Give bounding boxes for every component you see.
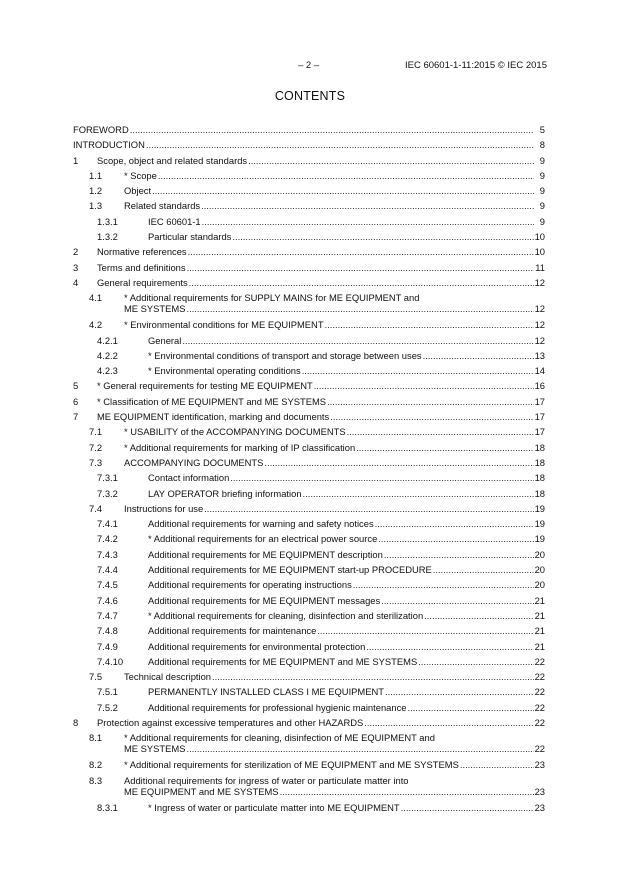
toc-entry-title: ME EQUIPMENT and ME SYSTEMS bbox=[124, 785, 279, 797]
toc-entry-title: * Additional requirements for marking of IP classification bbox=[124, 441, 356, 453]
dot-leader bbox=[385, 686, 534, 697]
toc-entry-title: Additional requirements for warning and safety notices bbox=[148, 518, 374, 530]
dot-leader bbox=[264, 457, 533, 468]
toc-entry[interactable] bbox=[73, 457, 545, 472]
toc-entry-title: Additional requirements for operating instructions bbox=[148, 579, 352, 591]
toc-entry-page: 21 bbox=[534, 609, 545, 621]
toc-entry[interactable] bbox=[73, 549, 545, 564]
toc-entry-title: Scope, object and related standards bbox=[97, 154, 248, 166]
toc-entry[interactable] bbox=[73, 411, 545, 426]
dot-leader bbox=[158, 170, 534, 181]
toc-entry-number: 7.4.9 bbox=[97, 640, 118, 652]
toc-entry-number: 7.2 bbox=[89, 441, 103, 453]
toc-entry[interactable] bbox=[73, 472, 545, 487]
toc-entry-page: 20 bbox=[534, 564, 545, 576]
toc-entry-number: 7.4.4 bbox=[97, 564, 118, 576]
toc-entry[interactable] bbox=[73, 335, 545, 350]
toc-entry-page: 20 bbox=[534, 548, 545, 560]
dot-leader bbox=[230, 472, 533, 483]
toc-entry-number: 8 bbox=[73, 716, 79, 728]
toc-entry-number: 7.4.3 bbox=[97, 548, 118, 560]
toc-entry-number: 3 bbox=[73, 261, 79, 273]
toc-entry-number: 1.2 bbox=[89, 185, 103, 197]
toc-entry-page: 14 bbox=[534, 365, 545, 377]
toc-entry-title: INTRODUCTION bbox=[73, 139, 145, 151]
toc-entry-title: Additional requirements for environmental protection bbox=[148, 640, 366, 652]
toc-entry-page: 12 bbox=[534, 319, 545, 331]
toc-entry-page: 16 bbox=[534, 380, 545, 392]
toc-entry-title: ACCOMPANYING DOCUMENTS bbox=[124, 456, 264, 468]
dot-leader bbox=[356, 442, 533, 453]
dot-leader bbox=[366, 641, 533, 652]
toc-entry[interactable] bbox=[73, 246, 545, 261]
toc-entry-title: Normative references bbox=[97, 246, 187, 258]
toc-entry-number: 1 bbox=[73, 154, 79, 166]
toc-entry-number: 4.2 bbox=[89, 319, 103, 331]
toc-entry-title: Particular standards bbox=[148, 231, 232, 243]
toc-entry-title: Additional requirements for ingress of water or particulate matter into bbox=[124, 774, 409, 786]
toc-entry-number: 4.2.3 bbox=[97, 365, 118, 377]
toc-entry-page: 18 bbox=[534, 472, 545, 484]
page-number: – 2 – bbox=[298, 60, 320, 71]
toc-entry-title: Additional requirements for ME EQUIPMENT messages bbox=[148, 594, 381, 606]
toc-entry[interactable] bbox=[73, 717, 545, 732]
dot-leader bbox=[424, 610, 533, 621]
toc-entry-title: * General requirements for testing ME EQUIPMENT bbox=[97, 380, 313, 392]
toc-entry-title: Terms and definitions bbox=[97, 261, 186, 273]
toc-entry-number: 7.4.1 bbox=[97, 518, 118, 530]
toc-entry-title: Additional requirements for maintenance bbox=[148, 625, 317, 637]
toc-entry-title: * Additional requirements for an electrical power source bbox=[148, 533, 378, 545]
toc-entry-page: 12 bbox=[534, 303, 545, 315]
toc-entry-number: 4.2.1 bbox=[97, 334, 118, 346]
toc-entry[interactable] bbox=[73, 155, 545, 170]
dot-leader bbox=[381, 595, 533, 606]
toc-entry-number: 7.4 bbox=[89, 502, 103, 514]
toc-entry-page: 22 bbox=[534, 743, 545, 755]
toc-entry[interactable] bbox=[73, 277, 545, 292]
dot-leader bbox=[202, 216, 534, 227]
toc-entry-title: IEC 60601-1 bbox=[148, 215, 201, 227]
toc-entry-number: 4 bbox=[73, 276, 79, 288]
toc-entry-title: Additional requirements for ME EQUIPMENT description bbox=[148, 548, 383, 560]
dot-leader bbox=[146, 139, 534, 150]
toc-entry[interactable] bbox=[73, 518, 545, 533]
dot-leader bbox=[152, 185, 534, 196]
dot-leader bbox=[303, 488, 534, 499]
toc-entry-number: 7.5.1 bbox=[97, 686, 118, 698]
toc-entry-title: Instructions for use bbox=[124, 502, 204, 514]
toc-entry[interactable] bbox=[73, 380, 545, 395]
toc-entry-page: 17 bbox=[534, 395, 545, 407]
toc-entry-title: General bbox=[148, 334, 182, 346]
toc-entry-title: * Classification of ME EQUIPMENT and ME SYSTEMS bbox=[97, 395, 327, 407]
toc-entry-number: 7.4.6 bbox=[97, 594, 118, 606]
toc-entry-title: * USABILITY of the ACCOMPANYING DOCUMENTS bbox=[124, 426, 346, 438]
toc-entry-page: 22 bbox=[534, 655, 545, 667]
page-title: CONTENTS bbox=[274, 89, 346, 103]
dot-leader bbox=[188, 246, 534, 257]
toc-entry[interactable] bbox=[73, 170, 545, 185]
dot-leader bbox=[353, 579, 534, 590]
toc-entry-number: 1.1 bbox=[89, 169, 103, 181]
toc-entry-number: 2 bbox=[73, 246, 79, 258]
toc-entry-number: 7.3.1 bbox=[97, 472, 118, 484]
toc-entry-number: 7.4.5 bbox=[97, 579, 118, 591]
dot-leader bbox=[201, 200, 534, 211]
toc-entry-page: 21 bbox=[534, 625, 545, 637]
dot-leader bbox=[375, 518, 534, 529]
toc-entry[interactable] bbox=[73, 564, 545, 579]
toc-entry-page: 10 bbox=[534, 246, 545, 258]
toc-entry-page: 9 bbox=[539, 185, 545, 197]
dot-leader bbox=[302, 365, 534, 376]
toc-entry-page: 22 bbox=[534, 716, 545, 728]
toc-entry-title: * Environmental conditions for ME EQUIPMENT bbox=[124, 319, 324, 331]
toc-entry-page: 23 bbox=[534, 759, 545, 771]
toc-entry-page: 23 bbox=[534, 801, 545, 813]
toc-entry-number: 7.4.2 bbox=[97, 533, 118, 545]
toc-entry-page: 9 bbox=[539, 169, 545, 181]
toc-entry-page: 19 bbox=[534, 518, 545, 530]
toc-entry-number: 7.4.10 bbox=[97, 655, 124, 667]
toc-entry-title: * Environmental conditions of transport and storage between uses bbox=[148, 349, 422, 361]
toc-entry-title: FOREWORD bbox=[73, 124, 129, 135]
dot-leader bbox=[212, 671, 534, 682]
toc-entry-title: * Additional requirements for cleaning, disinfection and sterilization bbox=[148, 609, 424, 621]
toc-entry[interactable] bbox=[73, 124, 545, 139]
toc-entry-page: 21 bbox=[534, 594, 545, 606]
toc-entry-page: 19 bbox=[534, 533, 545, 545]
toc-entry[interactable] bbox=[73, 732, 545, 759]
toc-entry-page: 11 bbox=[535, 261, 545, 273]
toc-entry-title: Additional requirements for professional hygienic maintenance bbox=[148, 701, 407, 713]
toc-entry-title: * Environmental operating conditions bbox=[148, 365, 301, 377]
toc-entry[interactable] bbox=[73, 671, 545, 686]
toc-entry[interactable] bbox=[73, 625, 545, 640]
toc-entry-page: 22 bbox=[534, 701, 545, 713]
toc-entry-number: 4.2.2 bbox=[97, 349, 118, 361]
toc-entry[interactable] bbox=[73, 350, 545, 365]
toc-entry-page: 18 bbox=[534, 441, 545, 453]
toc-entry-page: 10 bbox=[534, 231, 545, 243]
dot-leader bbox=[423, 350, 534, 361]
toc-entry[interactable] bbox=[73, 319, 545, 334]
toc-entry-page: 17 bbox=[534, 411, 545, 423]
toc-entry[interactable] bbox=[73, 702, 545, 717]
toc-entry-title: LAY OPERATOR briefing information bbox=[148, 487, 302, 499]
dot-leader bbox=[280, 786, 534, 797]
dot-leader bbox=[325, 319, 534, 330]
toc-entry-page: 9 bbox=[539, 154, 545, 166]
toc-entry-number: 7.1 bbox=[89, 426, 103, 438]
toc-entry-page: 18 bbox=[534, 456, 545, 468]
toc-entry-title: Object bbox=[124, 185, 152, 197]
toc-entry[interactable] bbox=[73, 610, 545, 625]
dot-leader bbox=[347, 426, 534, 437]
toc-entry[interactable] bbox=[73, 533, 545, 548]
toc-entry[interactable] bbox=[73, 396, 545, 411]
toc-entry-number: 5 bbox=[73, 380, 79, 392]
toc-entry-number: 8.1 bbox=[89, 732, 103, 744]
dot-leader bbox=[460, 759, 534, 770]
dot-leader bbox=[186, 743, 533, 754]
toc-entry[interactable] bbox=[73, 641, 545, 656]
toc-entry[interactable] bbox=[73, 595, 545, 610]
toc-entry[interactable] bbox=[73, 442, 545, 457]
toc-entry[interactable] bbox=[73, 365, 545, 380]
dot-leader bbox=[327, 396, 534, 407]
toc-entry[interactable] bbox=[73, 292, 545, 319]
toc-entry-page: 17 bbox=[534, 426, 545, 438]
toc-entry-number: 7.3 bbox=[89, 456, 103, 468]
toc-entry[interactable] bbox=[73, 488, 545, 503]
dot-leader bbox=[317, 625, 533, 636]
dot-leader bbox=[418, 656, 533, 667]
toc-entry-title: ME SYSTEMS bbox=[124, 303, 186, 315]
dot-leader bbox=[130, 124, 534, 135]
toc-entry-title: Protection against excessive temperatures and other HAZARDS bbox=[97, 716, 364, 728]
dot-leader bbox=[314, 380, 534, 391]
toc-entry-title: * Additional requirements for sterilization of ME EQUIPMENT and ME SYSTEMS bbox=[124, 759, 459, 771]
toc-entry[interactable] bbox=[73, 262, 545, 277]
toc-entry-title: Related standards bbox=[124, 200, 201, 212]
table-of-contents bbox=[73, 124, 545, 817]
toc-entry-title: * Ingress of water or particulate matter into ME EQUIPMENT bbox=[148, 801, 400, 813]
dot-leader bbox=[378, 533, 533, 544]
toc-entry-number: 8.2 bbox=[89, 759, 103, 771]
standard-reference: IEC 60601-1-11:2015 © IEC 2015 bbox=[404, 60, 547, 71]
toc-entry[interactable] bbox=[73, 216, 545, 231]
toc-entry-page: 8 bbox=[539, 139, 545, 151]
toc-entry[interactable] bbox=[73, 139, 545, 154]
toc-entry-page: 19 bbox=[534, 502, 545, 514]
toc-entry-number: 1.3.1 bbox=[97, 215, 118, 227]
dot-leader bbox=[364, 717, 533, 728]
toc-entry[interactable] bbox=[73, 503, 545, 518]
dot-leader bbox=[330, 411, 533, 422]
dot-leader bbox=[187, 262, 534, 273]
toc-entry-title: ME EQUIPMENT identification, marking and documents bbox=[97, 411, 330, 423]
dot-leader bbox=[384, 549, 534, 560]
toc-entry[interactable] bbox=[73, 200, 545, 215]
dot-leader bbox=[189, 277, 534, 288]
toc-entry[interactable] bbox=[73, 775, 545, 802]
toc-entry[interactable] bbox=[73, 579, 545, 594]
toc-entry-number: 7.5 bbox=[89, 671, 103, 683]
toc-entry-title: ME SYSTEMS bbox=[124, 743, 186, 755]
toc-entry-page: 22 bbox=[534, 686, 545, 698]
toc-entry-title: Contact information bbox=[148, 472, 230, 484]
toc-entry-number: 7.4.8 bbox=[97, 625, 118, 637]
toc-entry-title: General requirements bbox=[97, 276, 188, 288]
toc-entry-page: 5 bbox=[539, 124, 545, 135]
toc-entry-page: 12 bbox=[534, 334, 545, 346]
toc-entry-page: 12 bbox=[534, 276, 545, 288]
toc-entry-number: 1.3 bbox=[89, 200, 103, 212]
toc-entry-number: 8.3 bbox=[89, 774, 103, 786]
toc-entry-title: * Scope bbox=[124, 169, 157, 181]
dot-leader bbox=[204, 503, 533, 514]
toc-entry-number: 4.1 bbox=[89, 292, 103, 304]
dot-leader bbox=[248, 155, 534, 166]
toc-entry-number: 7.3.2 bbox=[97, 487, 118, 499]
toc-entry-number: 8.3.1 bbox=[97, 801, 118, 813]
toc-entry-page: 9 bbox=[539, 200, 545, 212]
dot-leader bbox=[186, 303, 533, 314]
toc-entry-page: 18 bbox=[534, 487, 545, 499]
toc-entry[interactable] bbox=[73, 802, 545, 817]
toc-entry-title: Technical description bbox=[124, 671, 212, 683]
dot-leader bbox=[433, 564, 534, 575]
dot-leader bbox=[182, 335, 533, 346]
dot-leader bbox=[232, 231, 533, 242]
toc-entry-page: 21 bbox=[534, 640, 545, 652]
dot-leader bbox=[401, 802, 534, 813]
dot-leader bbox=[407, 702, 533, 713]
toc-entry[interactable] bbox=[73, 656, 545, 671]
toc-entry[interactable] bbox=[73, 686, 545, 701]
toc-entry-page: 9 bbox=[539, 215, 545, 227]
toc-entry[interactable] bbox=[73, 759, 545, 774]
toc-entry-title: * Additional requirements for SUPPLY MAINS for ME EQUIPMENT and bbox=[124, 292, 420, 304]
toc-entry-page: 23 bbox=[534, 785, 545, 797]
toc-entry-number: 1.3.2 bbox=[97, 231, 118, 243]
toc-entry-title: Additional requirements for ME EQUIPMENT and ME SYSTEMS bbox=[148, 655, 418, 667]
toc-entry-page: 13 bbox=[534, 349, 545, 361]
toc-entry-page: 22 bbox=[534, 671, 545, 683]
toc-entry-title: PERMANENTLY INSTALLED CLASS I ME EQUIPMENT bbox=[148, 686, 384, 698]
toc-entry[interactable] bbox=[73, 185, 545, 200]
toc-entry[interactable] bbox=[73, 426, 545, 441]
toc-entry-title: Additional requirements for ME EQUIPMENT start-up PROCEDURE bbox=[148, 564, 432, 576]
toc-entry-number: 6 bbox=[73, 395, 79, 407]
toc-entry-number: 7.4.7 bbox=[97, 609, 118, 621]
toc-entry-title: * Additional requirements for cleaning, disinfection of ME EQUIPMENT and bbox=[124, 732, 435, 744]
toc-entry[interactable] bbox=[73, 231, 545, 246]
toc-entry-page: 20 bbox=[534, 579, 545, 591]
toc-entry-number: 7.5.2 bbox=[97, 701, 118, 713]
toc-entry-number: 7 bbox=[73, 411, 79, 423]
